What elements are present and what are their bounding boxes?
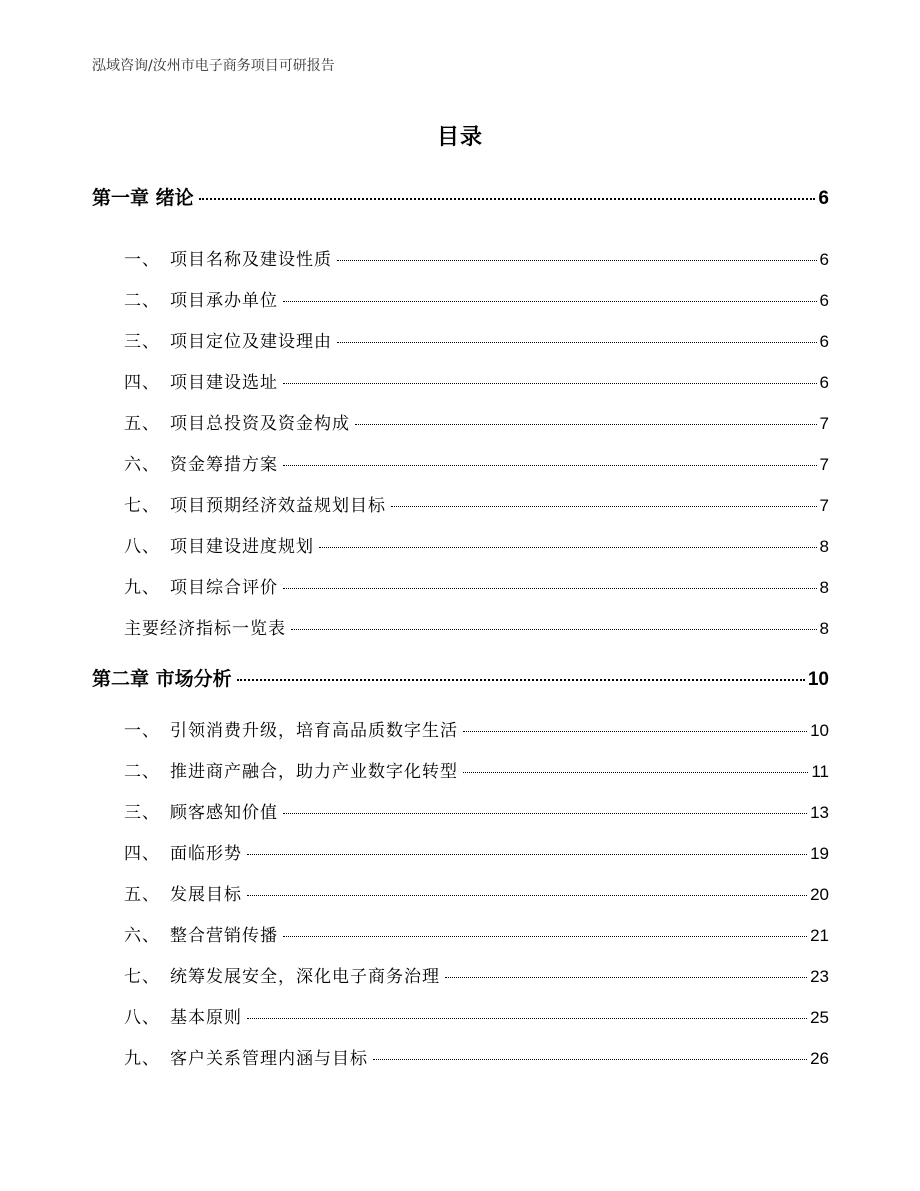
toc-entry-text: 整合营销传播 bbox=[170, 926, 278, 946]
toc-section-entry[interactable] bbox=[92, 491, 829, 517]
toc-entry-label bbox=[92, 183, 196, 210]
toc-entry-label bbox=[92, 286, 280, 311]
toc-page-number: 23 bbox=[810, 967, 829, 986]
toc-section-entry[interactable] bbox=[92, 1003, 829, 1029]
toc-entry-label bbox=[92, 798, 280, 823]
toc-section-entry[interactable] bbox=[92, 839, 829, 865]
dot-leader bbox=[373, 1059, 807, 1060]
toc-section-entry[interactable] bbox=[92, 757, 829, 783]
dot-leader bbox=[355, 424, 817, 425]
toc-section-entry[interactable] bbox=[92, 716, 829, 742]
toc-section-entry[interactable] bbox=[92, 962, 829, 988]
toc-entry-number: 四、 bbox=[124, 844, 160, 864]
toc-entry-label bbox=[92, 368, 280, 393]
toc-entry-label bbox=[92, 491, 388, 516]
dot-leader bbox=[283, 588, 817, 589]
toc-entry-number: 六、 bbox=[124, 455, 160, 475]
toc-entry-number: 三、 bbox=[124, 803, 160, 823]
toc-entry-label bbox=[92, 962, 442, 987]
toc-page-number: 10 bbox=[810, 721, 829, 740]
toc-entry-text: 资金筹措方案 bbox=[170, 455, 278, 475]
toc-section-entry[interactable] bbox=[92, 573, 829, 599]
toc-entry-text: 项目建设进度规划 bbox=[170, 537, 314, 557]
dot-leader bbox=[391, 506, 817, 507]
toc-entry-text: 项目综合评价 bbox=[170, 578, 278, 598]
toc-entry-label bbox=[92, 614, 288, 639]
toc-entry-text: 统筹发展安全，深化电子商务治理 bbox=[170, 967, 440, 987]
toc-entry-text: 主要经济指标一览表 bbox=[124, 619, 286, 639]
toc-entry-label bbox=[92, 327, 334, 352]
dot-leader bbox=[291, 629, 817, 630]
toc-section-entry[interactable] bbox=[92, 880, 829, 906]
toc-page-number: 6 bbox=[818, 188, 829, 209]
toc-page-number: 8 bbox=[819, 578, 829, 597]
dot-leader bbox=[237, 679, 805, 681]
toc-entry-label bbox=[92, 573, 280, 598]
toc-section-entry[interactable] bbox=[92, 1044, 829, 1070]
toc-entry-number: 五、 bbox=[124, 885, 160, 905]
toc-entry-number: 五、 bbox=[124, 414, 160, 434]
toc-entry-text: 项目总投资及资金构成 bbox=[170, 414, 350, 434]
toc-section-entry[interactable] bbox=[92, 327, 829, 353]
toc-entry-text: 顾客感知价值 bbox=[170, 803, 278, 823]
toc-entry-text: 基本原则 bbox=[170, 1008, 242, 1028]
dot-leader bbox=[283, 301, 817, 302]
toc-entry-label bbox=[92, 880, 244, 905]
toc-entry-label bbox=[92, 757, 460, 782]
toc-entry-text: 项目预期经济效益规划目标 bbox=[170, 496, 386, 516]
toc-section-entry[interactable] bbox=[92, 368, 829, 394]
toc-chapter-entry[interactable] bbox=[92, 183, 829, 209]
toc-entry-number: 一、 bbox=[124, 721, 160, 741]
toc-entry-text: 引领消费升级，培育高品质数字生活 bbox=[170, 721, 458, 741]
dot-leader bbox=[247, 1018, 807, 1019]
toc-section-entry[interactable] bbox=[92, 921, 829, 947]
toc-entry-number: 七、 bbox=[124, 967, 160, 987]
toc-entry-number: 三、 bbox=[124, 332, 160, 352]
toc-section-entry[interactable] bbox=[92, 450, 829, 476]
toc-chapter-entry[interactable] bbox=[92, 664, 829, 690]
dot-leader bbox=[247, 895, 807, 896]
toc-section-entry[interactable] bbox=[92, 286, 829, 312]
toc-entry-label bbox=[92, 245, 334, 270]
toc-entry-text: 项目定位及建设理由 bbox=[170, 332, 332, 352]
dot-leader bbox=[283, 383, 817, 384]
toc-page-number: 19 bbox=[810, 844, 829, 863]
toc-entry-number: 六、 bbox=[124, 926, 160, 946]
running-header: 泓域咨询/汝州市电子商务项目可研报告 bbox=[92, 58, 335, 74]
toc-page-number: 13 bbox=[810, 803, 829, 822]
toc-page-number: 7 bbox=[819, 414, 829, 433]
toc-entry-text: 第二章 市场分析 bbox=[92, 668, 232, 690]
toc-section-entry[interactable] bbox=[92, 409, 829, 435]
toc-page-number: 6 bbox=[819, 291, 829, 310]
toc-entry-label bbox=[92, 716, 460, 741]
toc-entry-label bbox=[92, 921, 280, 946]
dot-leader bbox=[463, 772, 808, 773]
dot-leader bbox=[199, 198, 816, 200]
dot-leader bbox=[337, 342, 817, 343]
dot-leader bbox=[319, 547, 817, 548]
toc-entry-label bbox=[92, 664, 234, 691]
toc-section-entry[interactable] bbox=[92, 614, 829, 640]
toc-entry-label bbox=[92, 1044, 370, 1069]
toc-page-number: 8 bbox=[819, 619, 829, 638]
toc-entry-text: 发展目标 bbox=[170, 885, 242, 905]
dot-leader bbox=[283, 465, 817, 466]
toc-entry-number: 四、 bbox=[124, 373, 160, 393]
toc-page-number: 6 bbox=[819, 250, 829, 269]
dot-leader bbox=[337, 260, 817, 261]
dot-leader bbox=[445, 977, 807, 978]
toc-page-number: 7 bbox=[819, 455, 829, 474]
toc-page-number: 21 bbox=[810, 926, 829, 945]
toc-entry-text: 面临形势 bbox=[170, 844, 242, 864]
toc-page-number: 8 bbox=[819, 537, 829, 556]
toc-entry-number: 二、 bbox=[124, 291, 160, 311]
toc-page-number: 10 bbox=[807, 669, 829, 690]
toc-entry-number: 九、 bbox=[124, 1049, 160, 1069]
toc-entry-number: 七、 bbox=[124, 496, 160, 516]
dot-leader bbox=[463, 731, 807, 732]
toc-entry-text: 项目名称及建设性质 bbox=[170, 250, 332, 270]
toc-page-number: 20 bbox=[810, 885, 829, 904]
toc-entry-text: 推进商产融合，助力产业数字化转型 bbox=[170, 762, 458, 782]
page-title: 目录 bbox=[436, 125, 483, 150]
dot-leader bbox=[283, 813, 807, 814]
toc-section-entry[interactable] bbox=[92, 532, 829, 558]
toc-page-number: 25 bbox=[810, 1008, 829, 1027]
toc-page-number: 6 bbox=[819, 373, 829, 392]
toc-entry-number: 二、 bbox=[124, 762, 160, 782]
toc-section-entry[interactable] bbox=[92, 245, 829, 271]
toc-entry-text: 项目承办单位 bbox=[170, 291, 278, 311]
toc-page-number: 7 bbox=[819, 496, 829, 515]
toc-page-number: 11 bbox=[811, 762, 829, 781]
toc-section-entry[interactable] bbox=[92, 798, 829, 824]
toc-entry-number: 一、 bbox=[124, 250, 160, 270]
dot-leader bbox=[247, 854, 807, 855]
toc-entry-label bbox=[92, 409, 352, 434]
toc-entry-text: 项目建设选址 bbox=[170, 373, 278, 393]
toc-entry-number: 九、 bbox=[124, 578, 160, 598]
toc-entry-number: 八、 bbox=[124, 1008, 160, 1028]
toc-page-number: 6 bbox=[819, 332, 829, 351]
toc-entry-label bbox=[92, 532, 316, 557]
toc-entry-label bbox=[92, 839, 244, 864]
toc-entry-label bbox=[92, 1003, 244, 1028]
toc-entry-label bbox=[92, 450, 280, 475]
dot-leader bbox=[283, 936, 807, 937]
toc-entry-text: 第一章 绪论 bbox=[92, 187, 194, 209]
toc-page-number: 26 bbox=[810, 1049, 829, 1068]
toc-entry-text: 客户关系管理内涵与目标 bbox=[170, 1049, 368, 1069]
toc-entry-number: 八、 bbox=[124, 537, 160, 557]
